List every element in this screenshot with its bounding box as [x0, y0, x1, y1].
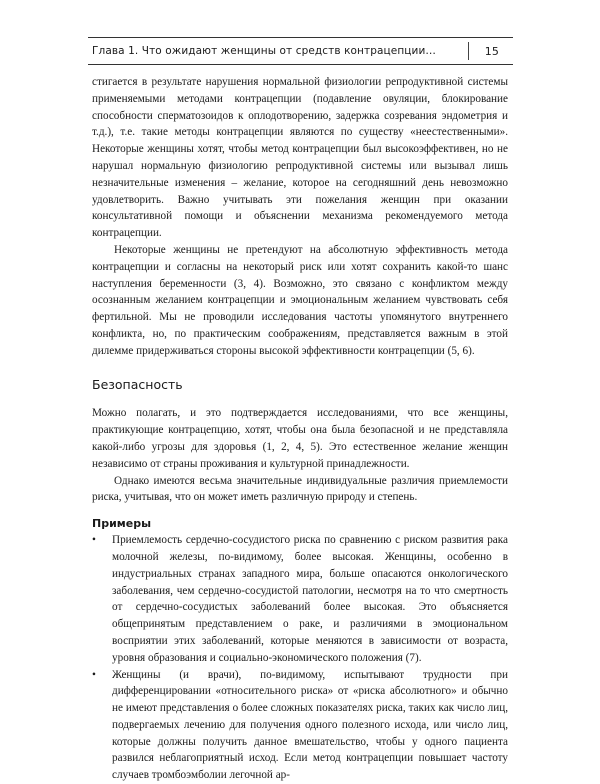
paragraph-safety: Можно полагать, и это подтверждается исследованиями, что все женщины, практикующие контрацепцию, хотят, чтобы она была безопасной и не представляла какой-либо угрозы для здоровья (1, 2, 4, 5). Это естественное желание женщин независимо от страны проживания и культурной принадлежности.	[92, 405, 508, 472]
paragraph-continued: стигается в результате нарушения нормальной физиологии репродуктивной системы применяемыми методами контрацепции (подавление овуляции, блокирование способности сперматозоидов к оплодотворению, задержка созревания эндометрия и т.д.), т.е. такие методы контрацепции являются по существу «неестественными». Некоторые женщины хотят, чтобы метод контрацепции был высокоэффективен, но не нарушал нормальную физиологию репродуктивной системы или вызывал лишь незначительные изменения – желание, которое на сегодняшний день невозможно удовлетворить. Важно учитывать эти пожелания женщин при оказании консультативной помощи и объяснении механизма рекомендуемого метода контрацепции.	[92, 74, 508, 242]
header-divider	[468, 42, 469, 60]
list-item-text: Приемлемость сердечно-сосудистого риска по сравнению с риском развития рака молочной железы, по-видимому, более высокая. Женщины, особенно в индустриальных странах западного мира, больше опасаются онкологического заболевания, чем сердечно-сосудистой патологии, несмотря на то что смертность от сердечно-сосудистых заболеваний более высокая. Это объясняется общепринятым представлением о раке, и различиями в эмоциональном восприятии этих заболеваний, которые меняются в зависимости от возраста, уровня образования и социально-экономического положения (7).	[112, 534, 508, 664]
examples-heading: Примеры	[92, 516, 508, 532]
list-item	[92, 667, 508, 784]
chapter-title: Глава 1. Что ожидают женщины от средств контрацепции…	[88, 45, 436, 57]
page-number: 15	[485, 45, 513, 58]
paragraph-individual-differences: Однако имеются весьма значительные индивидуальные различия приемлемости риска, учитывая, что он может иметь различную природу и степень.	[92, 473, 508, 507]
list-item-text: Женщины (и врачи), по-видимому, испытывают трудности при дифференцировании «относительного риска» от «риска абсолютного» и обычно не имеют представления о более сложных показателях риска, таких как число лиц, подвергаемых лечению для получения одного полезного исхода, или число лиц, которые должны получить данное вмешательство, чтобы у одного пациента развился неблагоприятный исход. Если метод контрацепции повышает частоту случаев тромбоэмболии легочной ар-	[112, 669, 508, 782]
running-header	[88, 37, 513, 65]
bullet-icon: •	[92, 532, 96, 549]
bullet-icon: •	[92, 667, 96, 684]
section-heading-safety: Безопасность	[92, 377, 508, 394]
examples-list	[92, 532, 508, 784]
page-body	[92, 74, 508, 784]
paragraph-risk-acceptance: Некоторые женщины не претендуют на абсолютную эффективность метода контрацепции и согласны на некоторый риск или хотят сохранить какой-то шанс наступления беременности (3, 4). Возможно, это связано с конфликтом между осознанным желанием контрацепции и эмоциональным желанием чувствовать себя фертильной. Мы не проводили исследования частоты упомянутого внутреннего конфликта, но, по практическим соображениям, представляется важным в этой дилемме придерживаться стороны высокой эффективности контрацепции (5, 6).	[92, 242, 508, 360]
list-item	[92, 532, 508, 666]
